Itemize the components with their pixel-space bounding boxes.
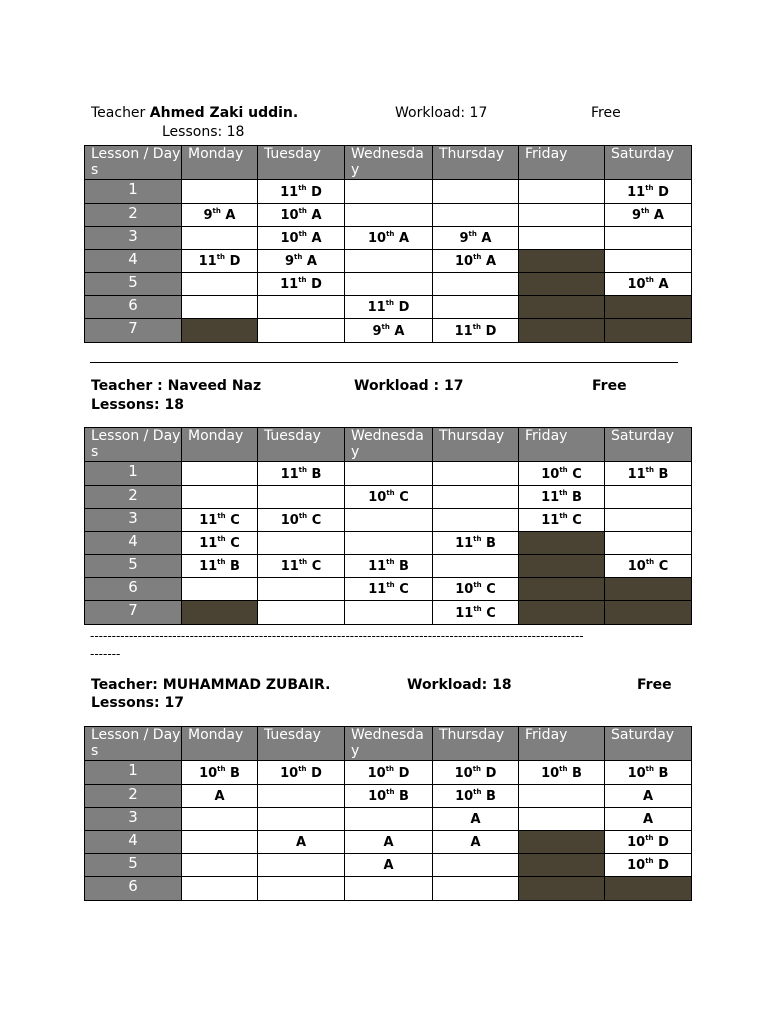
class-cell: 9th A [182,204,258,227]
class-cell [258,601,345,625]
class-cell [182,578,258,601]
class-cell [519,319,605,343]
class-cell: 11th D [258,273,345,296]
class-cell [258,854,345,877]
class-cell [182,877,258,901]
class-cell [605,601,692,625]
class-cell [182,227,258,250]
lesson-number: 1 [85,761,182,785]
teacher-1-workload: Workload: 17 [395,105,488,121]
table-row [85,785,692,808]
timetable-3 [84,726,692,901]
table-row [85,831,692,854]
lesson-number: 2 [85,486,182,509]
class-cell: 10th A [345,227,433,250]
class-cell [519,180,605,204]
class-cell: 11th B [258,462,345,486]
header-row [85,146,692,180]
class-cell [519,204,605,227]
class-cell: A [345,831,433,854]
table-row [85,273,692,296]
table-row [85,462,692,486]
class-cell [519,785,605,808]
column-header: Tuesday [258,146,345,180]
teacher-2-free: Free [592,378,627,394]
class-cell [605,227,692,250]
class-cell [519,250,605,273]
class-cell [433,486,519,509]
class-cell: 11th D [605,180,692,204]
class-cell [433,877,519,901]
class-cell [182,486,258,509]
dashed-separator: ------------------------------------------------------------------------------------------------------------------ [90,629,584,643]
lesson-number: 5 [85,555,182,578]
class-cell [519,831,605,854]
table-row [85,532,692,555]
class-cell: 10th B [433,785,519,808]
lesson-number: 7 [85,319,182,343]
class-cell: 11th C [345,578,433,601]
table-row [85,250,692,273]
class-cell [345,204,433,227]
class-cell: 10th D [345,761,433,785]
column-header: Saturday [605,428,692,462]
class-cell [519,578,605,601]
lesson-number: 1 [85,180,182,204]
class-cell: 10th C [605,555,692,578]
class-cell: 11th C [182,532,258,555]
table-row [85,808,692,831]
class-cell: 10th B [605,761,692,785]
class-cell [605,877,692,901]
class-cell [258,785,345,808]
class-cell [258,486,345,509]
class-cell: 10th C [258,509,345,532]
teacher-3-title [91,676,330,694]
class-cell [258,532,345,555]
class-cell: 10th A [258,227,345,250]
class-cell: 11th B [519,486,605,509]
class-cell: 10th B [519,761,605,785]
class-cell [605,250,692,273]
lesson-number: 3 [85,227,182,250]
table-row [85,578,692,601]
class-cell [433,204,519,227]
column-header: Thursday [433,146,519,180]
class-cell [519,555,605,578]
lesson-number: 4 [85,831,182,854]
class-cell: 10th D [605,831,692,854]
table-row [85,486,692,509]
class-cell: 11th C [433,601,519,625]
column-header: Wednesday [345,428,433,462]
column-header: Tuesday [258,727,345,761]
column-header: Friday [519,146,605,180]
class-cell: 10th C [345,486,433,509]
teacher-1-lessons: Lessons: 18 [162,124,245,140]
column-header: Thursday [433,727,519,761]
class-cell: A [605,808,692,831]
lesson-number: 7 [85,601,182,625]
class-cell: 9th A [433,227,519,250]
class-cell: 10th B [345,785,433,808]
lesson-number: 4 [85,532,182,555]
class-cell [605,532,692,555]
class-cell: 11th D [182,250,258,273]
lesson-number: 4 [85,250,182,273]
class-cell [605,296,692,319]
class-cell: A [605,785,692,808]
class-cell [182,462,258,486]
lesson-number: 6 [85,296,182,319]
teacher-3-free: Free [637,677,672,693]
teacher-2-title [91,377,261,395]
column-header: Lesson / Days [85,727,182,761]
class-cell [433,273,519,296]
column-header: Friday [519,428,605,462]
class-cell: 10th B [182,761,258,785]
class-cell [519,227,605,250]
class-cell: A [258,831,345,854]
class-cell [182,601,258,625]
separator-line [90,362,678,363]
class-cell: 11th D [345,296,433,319]
class-cell [519,273,605,296]
class-cell: 11th B [182,555,258,578]
class-cell: 11th B [345,555,433,578]
class-cell [433,555,519,578]
class-cell [519,854,605,877]
class-cell [258,296,345,319]
column-header: Lesson / Days [85,428,182,462]
column-header: Monday [182,428,258,462]
class-cell: 10th C [519,462,605,486]
table-row [85,555,692,578]
class-cell: 11th C [182,509,258,532]
column-header: Monday [182,146,258,180]
class-cell [605,319,692,343]
column-header: Saturday [605,727,692,761]
class-cell [258,578,345,601]
class-cell [519,808,605,831]
class-cell [433,296,519,319]
table-row [85,854,692,877]
class-cell [258,877,345,901]
class-cell: 11th B [433,532,519,555]
class-cell [605,486,692,509]
class-cell [258,319,345,343]
class-cell [605,509,692,532]
lesson-number: 3 [85,808,182,831]
table-row [85,204,692,227]
table-row [85,601,692,625]
column-header: Wednesday [345,727,433,761]
class-cell: 10th D [605,854,692,877]
teacher-2-lessons: Lessons: 18 [91,397,184,413]
column-header: Tuesday [258,428,345,462]
lesson-number: 3 [85,509,182,532]
teacher-3-workload: Workload: 18 [407,677,512,693]
lesson-number: 6 [85,877,182,901]
class-cell: 9th A [605,204,692,227]
class-cell: 10th A [433,250,519,273]
class-cell: A [345,854,433,877]
teacher-name: Ahmed Zaki uddin. [149,105,299,121]
class-cell: A [182,785,258,808]
column-header: Thursday [433,428,519,462]
table-row [85,509,692,532]
table-row [85,296,692,319]
table-row [85,319,692,343]
class-cell [345,509,433,532]
teacher-label: Teacher : [91,378,168,394]
class-cell: 10th D [433,761,519,785]
teacher-name: MUHAMMAD ZUBAIR. [162,677,331,693]
class-cell [519,877,605,901]
class-cell: 11th D [258,180,345,204]
lesson-number: 5 [85,854,182,877]
class-cell [258,808,345,831]
class-cell [433,180,519,204]
header-row [85,428,692,462]
lesson-number: 2 [85,204,182,227]
class-cell [433,854,519,877]
class-cell: A [433,808,519,831]
class-cell: 9th A [345,319,433,343]
table-row [85,877,692,901]
teacher-1-free: Free [591,105,621,121]
teacher-2-workload: Workload : 17 [354,378,464,394]
column-header: Wednesday [345,146,433,180]
class-cell [345,250,433,273]
column-header: Friday [519,727,605,761]
timetable-2 [84,427,692,625]
class-cell [182,296,258,319]
class-cell [345,601,433,625]
class-cell [182,854,258,877]
class-cell [182,808,258,831]
lesson-number: 1 [85,462,182,486]
class-cell: 10th A [605,273,692,296]
table-row [85,761,692,785]
class-cell: A [433,831,519,854]
class-cell [182,180,258,204]
class-cell [605,578,692,601]
class-cell [345,808,433,831]
timetable-1 [84,145,692,343]
class-cell: 11th C [519,509,605,532]
class-cell [345,532,433,555]
class-cell: 11th B [605,462,692,486]
column-header: Lesson / Days [85,146,182,180]
class-cell [182,831,258,854]
class-cell [345,180,433,204]
teacher-1-title [91,104,298,122]
class-cell [433,509,519,532]
class-cell [345,877,433,901]
class-cell [182,273,258,296]
table-row [85,227,692,250]
class-cell: 10th C [433,578,519,601]
class-cell [433,462,519,486]
lesson-number: 6 [85,578,182,601]
teacher-3-lessons: Lessons: 17 [91,695,184,711]
class-cell: 9th A [258,250,345,273]
class-cell [519,601,605,625]
class-cell: 10th D [258,761,345,785]
teacher-label: Teacher [91,105,150,121]
header-row [85,727,692,761]
class-cell [519,532,605,555]
class-cell: 11th C [258,555,345,578]
lesson-number: 2 [85,785,182,808]
lesson-number: 5 [85,273,182,296]
column-header: Saturday [605,146,692,180]
class-cell: 11th D [433,319,519,343]
class-cell [345,462,433,486]
class-cell: 10th A [258,204,345,227]
class-cell [182,319,258,343]
column-header: Monday [182,727,258,761]
class-cell [519,296,605,319]
teacher-name: Naveed Naz [167,378,262,394]
table-row [85,180,692,204]
class-cell [345,273,433,296]
teacher-label: Teacher: [91,677,163,693]
dashed-separator-tail: ------- [90,647,121,661]
